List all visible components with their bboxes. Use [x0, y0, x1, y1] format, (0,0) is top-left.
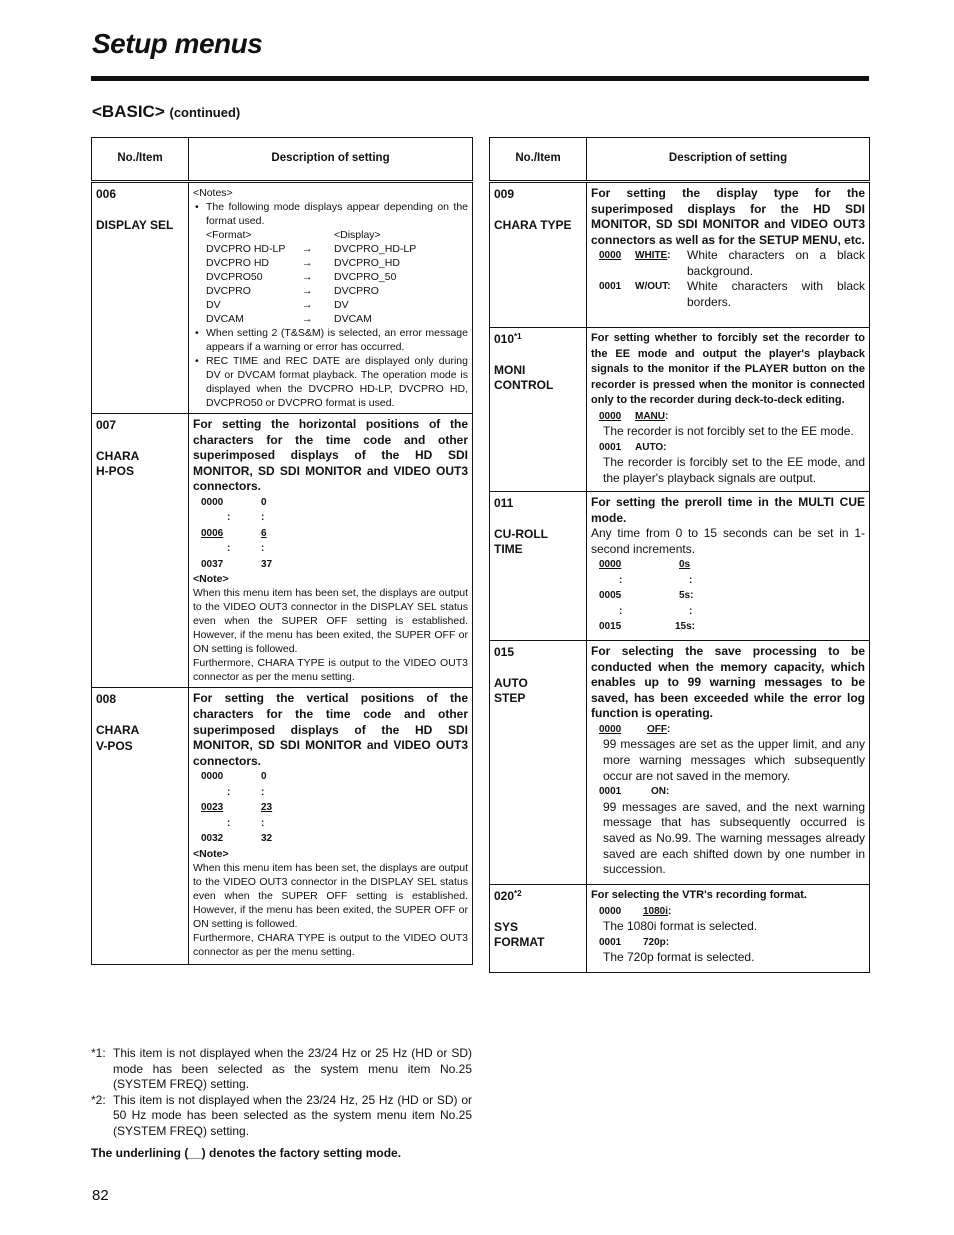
table-row	[490, 328, 870, 492]
item-cell	[92, 414, 189, 688]
note-label: <Note>	[193, 573, 229, 586]
item-name: H-POS	[96, 464, 135, 479]
value-display: 37	[261, 558, 273, 570]
display-name: DVCPRO_HD	[334, 257, 400, 269]
section-name: <BASIC>	[92, 102, 165, 121]
arrow-icon: →	[302, 257, 313, 269]
value-ellipsis: :	[261, 817, 265, 829]
note-text: When this menu item has been set, the displays are output to the VIDEO OUT3 connector in the DISPLAY SEL status even when the SUPER OFF setting is established. However, if the menu has been exited, the SUPER OFF or ON setting is followed.	[193, 587, 468, 656]
note-bullet: • When setting 2 (T&S&M) is selected, an error message appears if a warning or error has occurred.	[193, 326, 468, 354]
option-text: 99 messages are saved, and the next warning message that has subsequently occurred is saved as No.99. The warning messages already saved are each shifted down by one number in succession.	[603, 799, 865, 877]
value-display: 5s:	[679, 590, 694, 602]
value-code: 0000	[201, 496, 224, 508]
format-name: DVCAM	[206, 313, 244, 325]
setting-lead: For selecting the save processing to be conducted when the memory capacity, which enables up to 99 warning messages to be saved, has been exceeded while the error log function is operating.	[591, 644, 865, 721]
item-number: 006	[96, 187, 117, 201]
item-cell	[490, 328, 587, 492]
value-code-default: 0000	[599, 559, 622, 571]
value-code-default: 0006	[201, 527, 224, 539]
arrow-icon: →	[302, 243, 313, 255]
right-settings-table	[489, 137, 870, 973]
option-heading: 0000 OFF:	[591, 722, 865, 738]
item-name: SYS	[494, 919, 519, 934]
item-cell	[92, 688, 189, 965]
option-heading	[591, 440, 865, 456]
value-display: 0	[261, 496, 267, 508]
arrow-icon: →	[302, 271, 313, 283]
item-number: 010	[494, 332, 515, 346]
option-label: AUTO:	[635, 441, 667, 453]
option-text: White characters on a black background.	[687, 248, 865, 278]
display-name: DVCPRO	[334, 285, 379, 297]
option-heading: 0000 MANU:	[591, 409, 865, 425]
option-code: 0000	[599, 250, 622, 262]
option-code: 0001	[599, 786, 622, 798]
value-ellipsis: :	[227, 512, 231, 524]
value-code: 0037	[201, 558, 224, 570]
page-number: 82	[92, 1187, 109, 1204]
item-name: TIME	[494, 542, 523, 557]
table-row	[490, 885, 870, 973]
table-row	[92, 182, 473, 414]
option-code: 0001	[599, 936, 622, 948]
note-bullet: • The following mode displays appear depending on the format used.	[193, 200, 468, 228]
value-ellipsis: :	[689, 605, 693, 617]
item-name: CONTROL	[494, 378, 554, 393]
display-name: DVCAM	[334, 313, 372, 325]
item-name: STEP	[494, 691, 526, 706]
table-row	[490, 492, 870, 641]
option-code: 0001	[599, 441, 622, 453]
value-code: 0005	[599, 590, 622, 602]
option-label: W/OUT:	[635, 281, 671, 293]
value-ellipsis: :	[619, 574, 623, 586]
description-cell	[587, 885, 870, 973]
table-row	[92, 414, 473, 688]
item-name: V-POS	[96, 738, 133, 753]
header-no-item: No./Item	[92, 138, 189, 182]
value-display: 0	[261, 771, 267, 783]
item-name: FORMAT	[494, 935, 545, 950]
value-ellipsis: :	[619, 605, 623, 617]
option-label: 1080i	[643, 905, 669, 917]
option-heading	[591, 935, 865, 951]
option-label: 720p:	[643, 936, 670, 948]
header-no-item: No./Item	[490, 138, 587, 182]
table-header-row	[92, 138, 473, 182]
option-heading: 0000 1080i:	[591, 904, 865, 920]
option-row: 0000 WHITE: White characters on a black background.	[599, 248, 865, 278]
table-row	[92, 688, 473, 965]
option-code: 0000	[599, 723, 622, 735]
setting-text: Any time from 0 to 15 seconds can be set in 1-second increments.	[591, 526, 865, 556]
format-header: <Format>	[206, 229, 252, 241]
item-name: CHARA	[96, 448, 140, 463]
item-number: 007	[96, 418, 117, 432]
description-cell	[587, 182, 870, 328]
description-cell	[189, 182, 473, 414]
option-text: The recorder is forcibly set to the EE mode, and the player's playback signals are output.	[603, 455, 865, 485]
footnote-mark: *1	[514, 332, 522, 341]
option-code: 0000	[599, 905, 622, 917]
item-cell	[490, 885, 587, 973]
left-settings-table	[91, 137, 473, 965]
option-code: 0001	[599, 281, 622, 293]
value-list	[193, 495, 468, 573]
item-cell	[490, 492, 587, 641]
arrow-icon: →	[302, 299, 313, 311]
option-text: The recorder is not forcibly set to the EE mode.	[603, 424, 854, 438]
value-ellipsis: :	[227, 543, 231, 555]
option-row	[591, 279, 865, 310]
option-heading	[591, 784, 865, 800]
value-display-default: 0s	[679, 559, 691, 571]
option-label: ON:	[651, 786, 670, 798]
display-name: DVCPRO_50	[334, 271, 397, 283]
setting-lead: For setting whether to forcibly set the recorder to the EE mode and output the player's playback signals to the monitor if the PLAYER button on the recorder is pressed when the monitor is connected only to the recorder during deck-to-deck editing.	[591, 332, 865, 406]
item-name: AUTO	[494, 675, 528, 690]
section-heading	[92, 102, 240, 122]
format-name: DVCPRO50	[206, 271, 263, 283]
option-code: 0000	[599, 410, 622, 422]
option-text: The 720p format is selected.	[603, 950, 755, 965]
item-number: 020	[494, 889, 515, 903]
format-name: DVCPRO HD	[206, 257, 270, 269]
item-number: 011	[494, 496, 514, 510]
value-display-default: 23	[261, 802, 273, 814]
footnote-mark: *1:	[91, 1046, 106, 1060]
option-text: White characters with black borders.	[687, 279, 865, 309]
table-row	[490, 641, 870, 885]
display-header: <Display>	[334, 229, 381, 241]
option-label: MANU	[635, 410, 665, 422]
item-name: CU-ROLL	[494, 526, 548, 541]
setting-lead: For setting the preroll time in the MULTI CUE mode.	[591, 495, 865, 525]
item-name: DISPLAY SEL	[96, 217, 174, 232]
arrow-icon: →	[302, 313, 313, 325]
value-display: 15s:	[675, 621, 696, 633]
section-continued: (continued)	[169, 105, 241, 120]
description-cell	[189, 688, 473, 965]
option-text: 99 messages are set as the upper limit, and any more warning messages which subsequently occur are not saved in the memory.	[603, 737, 865, 783]
footnote-mark: *2	[514, 889, 522, 898]
format-name: DVCPRO HD-LP	[206, 243, 286, 255]
value-code: 0015	[599, 621, 622, 633]
footnotes	[91, 1046, 472, 1161]
format-name: DV	[206, 299, 221, 311]
item-cell	[490, 641, 587, 885]
format-table	[193, 228, 468, 326]
option-label: OFF	[647, 723, 667, 735]
page-title: Setup menus	[92, 28, 263, 59]
item-number: 009	[494, 187, 515, 201]
value-ellipsis: :	[227, 817, 231, 829]
item-number: 008	[96, 692, 117, 707]
note-text: Furthermore, CHARA TYPE is output to the VIDEO OUT3 connector as per the menu setting.	[193, 657, 468, 684]
footnote-text: This item is not displayed when the 23/24 Hz, 25 Hz (HD or SD) or 50 Hz mode has been selected as the system menu item No.25 (SYSTEM FREQ) setting.	[113, 1092, 472, 1138]
table-row	[490, 182, 870, 328]
item-number: 015	[494, 645, 515, 659]
footnote-mark: *2:	[91, 1092, 106, 1107]
header-description: Description of setting	[189, 138, 473, 182]
description-cell	[189, 414, 473, 688]
header-description: Description of setting	[587, 138, 870, 182]
item-cell	[92, 182, 189, 414]
factory-setting-note: The underlining (__) denotes the factory setting mode.	[91, 1145, 402, 1160]
note-bullet: • REC TIME and REC DATE are displayed only during DV or DVCAM format playback. The operation mode is displayed when the DVCPRO HD-LP, DVCPRO HD, DVCPRO50 or DVCPRO format is used.	[193, 354, 468, 410]
value-list	[193, 769, 468, 847]
value-ellipsis: :	[227, 786, 231, 798]
note-text: Furthermore, CHARA TYPE is output to the VIDEO OUT3 connector as per the menu setting.	[193, 931, 468, 958]
format-name: DVCPRO	[206, 285, 251, 297]
display-name: DVCPRO_HD-LP	[334, 243, 417, 255]
note-label: <Note>	[193, 847, 229, 860]
display-name: DV	[334, 299, 349, 311]
setting-lead: For setting the vertical positions of the characters for the time code and other superimposed displays of the HD SDI MONITOR, SD SDI MONITOR and VIDEO OUT3 connectors.	[193, 691, 468, 768]
footnote	[91, 1046, 472, 1093]
table-header-row	[490, 138, 870, 182]
note-text: When this menu item has been set, the displays are output to the VIDEO OUT3 connector in the DISPLAY SEL status even when the SUPER OFF setting is established. However, if the menu has been exited, the SUPER OFF or ON setting is followed.	[193, 861, 468, 930]
option-text: The 1080i format is selected.	[603, 919, 758, 933]
notes-label: <Notes>	[193, 187, 233, 199]
value-list	[591, 557, 865, 635]
description-cell	[587, 641, 870, 885]
item-cell	[490, 182, 587, 328]
value-code: 0032	[201, 833, 224, 845]
value-ellipsis: :	[261, 543, 265, 555]
setting-lead: For selecting the VTR's recording format.	[591, 889, 807, 901]
value-code: 0000	[201, 771, 224, 783]
item-name: MONI	[494, 362, 526, 377]
value-ellipsis: :	[261, 786, 265, 798]
item-name: CHARA TYPE	[494, 217, 572, 232]
setting-lead: For setting the horizontal positions of the characters for the time code and other superimposed displays of the HD SDI MONITOR, SD SDI MONITOR and VIDEO OUT3 connectors.	[193, 417, 468, 494]
title-rule	[91, 76, 869, 81]
value-display: 32	[261, 833, 273, 845]
value-code-default: 0023	[201, 802, 224, 814]
value-ellipsis: :	[689, 574, 693, 586]
setting-lead: For setting the display type for the superimposed displays for the HD SDI MONITOR, SD SDI MONITOR and VIDEO OUT3 connectors as well as for the SETUP MENU, etc.	[591, 186, 865, 247]
footnote-text: This item is not displayed when the 23/24 Hz or 25 Hz (HD or SD) mode has been selected as the system menu item No.25 (SYSTEM FREQ) setting.	[113, 1046, 472, 1092]
footnote	[91, 1093, 472, 1140]
option-label: WHITE	[635, 250, 668, 262]
arrow-icon: →	[302, 285, 313, 297]
value-display-default: 6	[261, 527, 267, 539]
value-ellipsis: :	[261, 512, 265, 524]
description-cell	[587, 492, 870, 641]
item-name: CHARA	[96, 723, 140, 738]
description-cell	[587, 328, 870, 492]
